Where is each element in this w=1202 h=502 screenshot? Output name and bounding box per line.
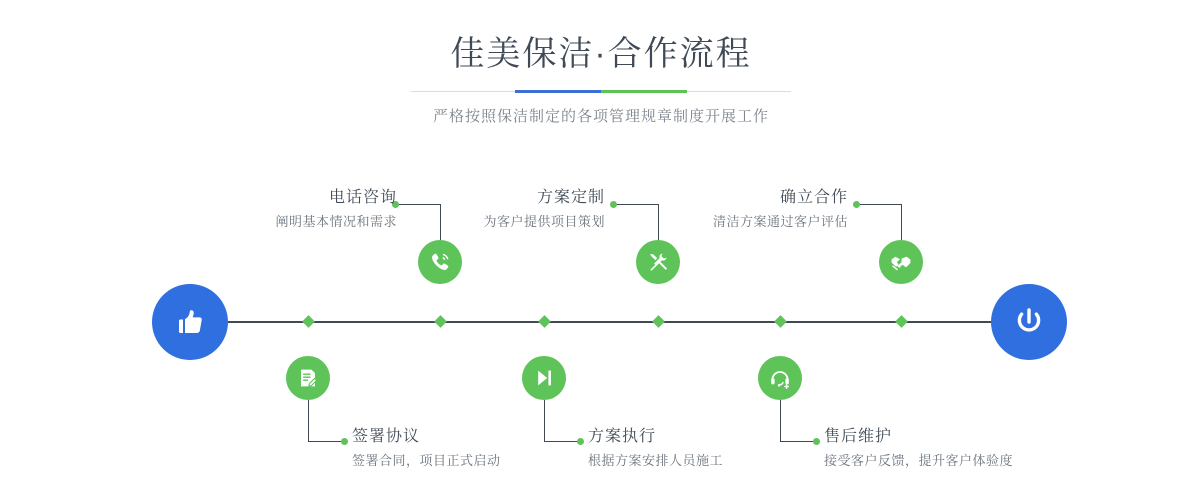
step-title: 方案定制 [536, 189, 605, 206]
tools-icon [646, 250, 670, 274]
axis-marker [774, 315, 787, 328]
step-label-4 [588, 427, 723, 471]
connector-line [396, 204, 441, 205]
connector-line [780, 400, 781, 441]
step-title: 售后维护 [824, 428, 893, 445]
step-label-5 [703, 188, 848, 232]
step-label-6 [824, 427, 1013, 471]
step-title: 签署协议 [352, 428, 421, 445]
axis-marker [895, 315, 908, 328]
step-desc: 接受客户反馈，提升客户体验度 [824, 453, 1014, 468]
step-title: 方案执行 [588, 428, 657, 445]
connector-line [857, 204, 902, 205]
divider-green-segment [601, 90, 687, 93]
axis-marker [434, 315, 447, 328]
connector-line [544, 441, 580, 442]
step-label-3 [460, 188, 605, 232]
divider-blue-segment [515, 90, 601, 93]
connector-line [544, 400, 545, 441]
step-title: 确立合作 [779, 189, 848, 206]
step-label-2 [352, 427, 501, 471]
phone-ring-icon [428, 250, 452, 274]
title-divider [411, 90, 791, 93]
step-desc: 清洁方案通过客户评估 [712, 214, 848, 229]
connector-line [308, 441, 344, 442]
step-node-2[interactable] [286, 356, 330, 400]
power-icon [1009, 302, 1049, 342]
connector-dot [610, 201, 617, 208]
step-desc: 签署合同，项目正式启动 [352, 453, 501, 468]
step-desc: 为客户提供项目策划 [483, 214, 605, 229]
contract-sign-icon [296, 366, 320, 390]
connector-dot [577, 438, 584, 445]
header [0, 32, 1202, 126]
step-node-4[interactable] [522, 356, 566, 400]
axis-marker [538, 315, 551, 328]
axis-marker [652, 315, 665, 328]
connector-line [780, 441, 816, 442]
page-title: 佳美保洁·合作流程 [450, 35, 752, 73]
axis-marker [302, 315, 315, 328]
headset-support-icon [768, 366, 792, 390]
step-node-6[interactable] [758, 356, 802, 400]
connector-line [614, 204, 659, 205]
step-node-3[interactable] [636, 240, 680, 284]
connector-line [440, 204, 441, 240]
step-desc: 根据方案安排人员施工 [588, 453, 724, 468]
handshake-icon [889, 250, 913, 274]
connector-line [901, 204, 902, 240]
step-node-5[interactable] [879, 240, 923, 284]
connector-line [658, 204, 659, 240]
step-desc: 阐明基本情况和需求 [275, 214, 397, 229]
step-title: 电话咨询 [328, 189, 397, 206]
step-label-1 [252, 188, 397, 232]
connector-line [308, 400, 309, 441]
play-next-icon [532, 366, 556, 390]
connector-dot [853, 201, 860, 208]
connector-dot [813, 438, 820, 445]
timeline-end-endpoint [991, 284, 1067, 360]
connector-dot [341, 438, 348, 445]
page-subtitle: 严格按照保洁制定的各项管理规章制度开展工作 [432, 108, 769, 125]
step-node-1[interactable] [418, 240, 462, 284]
timeline-start-endpoint [152, 284, 228, 360]
thumbs-up-icon [171, 303, 209, 341]
